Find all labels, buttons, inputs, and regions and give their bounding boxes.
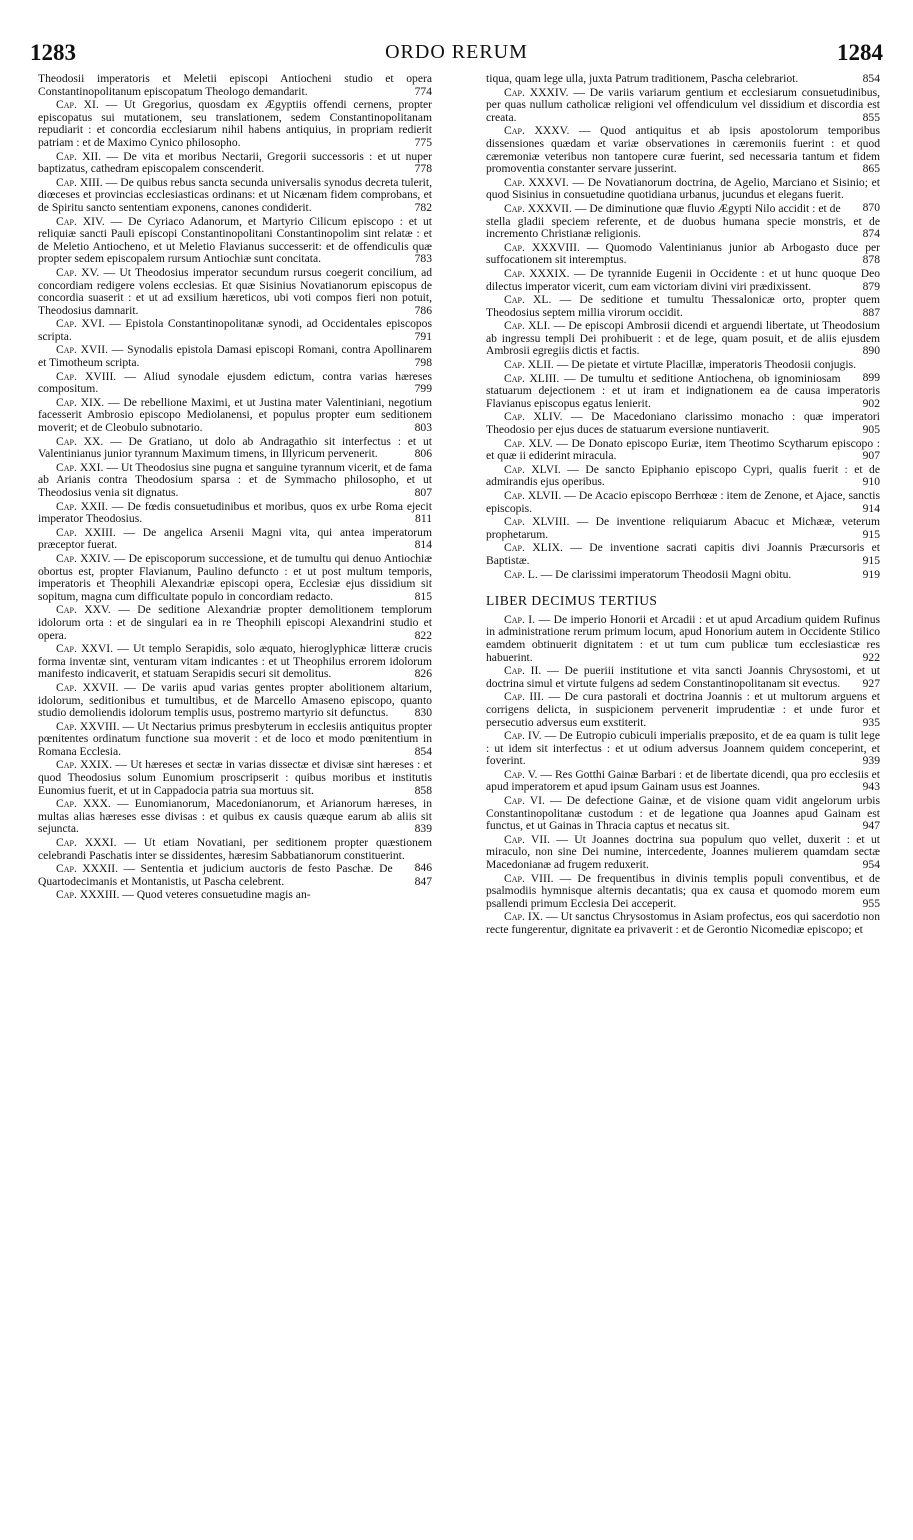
chapter-entry [486, 411, 880, 436]
chapter-label: Cap. XII. [56, 149, 102, 163]
right-column [486, 73, 880, 938]
chapter-page-number: 799 [414, 382, 432, 396]
chapter-text: — De Acacio episcopo Berrhœæ : item de Zenone, et Ajace, sanctis episcopis. [486, 489, 880, 515]
chapter-label: Cap. XLII. [504, 358, 554, 372]
chapter-text: — De episcoporum successione, et de tumultu qui denuo Antiochiæ obortus est, propter Flavianum, Paulino defuncto : et ut post multum temporis, imperatoris et Theophili Alexandriæ episcopi opera, Ecclesiæ ejus dissidium sit sopitum, magna cum difficultate populo in concordiam redacto. [38, 551, 432, 603]
chapter-text: — De inventione sacrati capitis divi Joannis Præcursoris et Baptistæ. [486, 541, 881, 567]
chapter-entry [38, 553, 432, 603]
chapter-text: Theodosii imperatoris et Meletii episcopi Antiocheni studio et opera Constantinopolitanum episcopatum Theologo demandarit. [38, 72, 432, 98]
chapter-page-number: 902 [862, 396, 880, 410]
chapter-text: — De Macedoniano clarissimo monacho : quæ imperatori Theodosio per ejus duces de statuarum eversione nuntiaverit. [486, 410, 880, 437]
chapter-label: Cap. XX. [56, 434, 104, 448]
chapter-text: — De fœdis consuetudinibus et moribus, quos ex urbe Roma ejecit imperator Theodosius. [38, 499, 432, 526]
chapter-label: Cap. XXIV. [56, 551, 111, 565]
chapter-page-number: 865 [862, 162, 880, 176]
chapter-text: — Ut hæreses et sectæ in varias dissectæ et divisæ sint hæreses : et quod Theodosius solum Eunomium proscripserit : quibus moribus et institutis Eunomius fuerit, et ut in Cappadocia patria sua mortuus sit. [38, 758, 432, 797]
left-column [38, 73, 432, 903]
chapter-text: — Quomodo Valentinianus junior ab Arbogasto duce per suffocationem sit interemptus. [486, 240, 880, 267]
chapter-text: — Quod veteres consuetudine magis an- [122, 888, 311, 902]
chapter-label: Cap. XVIII. [56, 369, 117, 383]
chapter-page-number: 811 [415, 512, 432, 526]
chapter-label: Cap. XXXVII. [504, 201, 572, 215]
chapter-label: Cap. XXIII. [56, 525, 116, 539]
chapter-text: — Ut templo Serapidis, solo æquato, hieroglyphicæ litteræ crucis forma inventæ sint, venturam vitam indicantes : et ut Theophilus errorem idolorum manifesto indicaverit, et statuam Serapidis securi sit demolitus. [38, 642, 432, 681]
chapter-label: Cap. XXXVIII. [504, 240, 580, 254]
chapter-text: — De rebellione Maximi, et ut Justina mater Valentiniani, negotium facesserit Ambrosio episcopo Mediolanensi, et populus propter eum seditionem moverit; et de Cleobulo subnotario. [38, 395, 432, 435]
chapter-label: Cap. XLV. [504, 436, 553, 450]
chapter-entry [38, 682, 432, 720]
chapter-text: — Ut Theodosius imperator secundum rursus coegerit concilium, ad concordiam redigere volens ecclesias. Et quæ Sisinius Novatianorum episcopus de concordia suaserit : et ut ad exsilium hæreticos, ubi voti compos fieri non potuit, Theodosius damnarit. [38, 265, 433, 317]
chapter-label: Cap. XXXI. [56, 836, 117, 850]
chapter-page-number: 839 [414, 822, 432, 836]
chapter-label: Cap. XXIX. [56, 758, 113, 772]
chapter-text: — De Cyriaco Adanorum, et Martyrio Cilicum episcopo : et ut reliquiæ sancti Pauli episcopi Constantinopolitani Constantinopolim sint relatæ : et de Meletio Antiocheno, et ut Meletio Flavianus successerit: et de offendiculis quæ propter sedem episcopalem rursum Antiochiæ sunt concitata. [38, 214, 433, 266]
chapter-page-number: 943 [862, 780, 880, 794]
chapter-label: Cap. VIII. [504, 871, 554, 885]
chapter-label: Cap. XXXVI. [504, 175, 569, 189]
chapter-label: Cap. VII. [504, 832, 550, 846]
chapter-entry [486, 73, 880, 86]
chapter-label: Cap. XI. [56, 98, 99, 112]
chapter-page-number: 782 [414, 200, 432, 214]
chapter-page-number: 927 [862, 676, 880, 690]
right-column-entries [486, 73, 880, 581]
chapter-entry [38, 267, 432, 317]
chapter-entry [486, 730, 880, 768]
chapter-page-number: 907 [862, 449, 880, 463]
chapter-label: Cap. XLVI. [504, 462, 561, 476]
chapter-page-number: 786 [414, 303, 432, 317]
chapter-label: Cap. XXVIII. [56, 719, 120, 733]
chapter-page-number: 846 [414, 861, 432, 875]
chapter-text: — De episcopi Ambrosii dicendi et arguendi libertate, ut Theodosium ab ingressu templi Dei prohibuerit : et de lege, quam posuit, et de aliis ejusdem Ambrosii egregiis dictis et factis. [486, 319, 880, 358]
chapter-page-number: 826 [414, 667, 432, 681]
right-column-book-entries [486, 614, 880, 937]
chapter-label: Cap. XL. [504, 293, 552, 307]
chapter-entry [38, 397, 432, 435]
chapter-text: — De imperio Honorii et Arcadii : et ut apud Arcadium quidem Rufinus in administratione rerum primum locum, apud Honorium autem in Occidente Stilico eamdem obtinuerit dignitatem : et ut tum cum publicæ tum ecclesiasticæ res habuerint. [486, 612, 880, 664]
chapter-label: Cap. XXVII. [56, 680, 119, 694]
chapter-entry [38, 721, 432, 759]
chapter-entry [486, 665, 880, 690]
chapter-page-number: 822 [414, 628, 432, 642]
chapter-label: Cap. XXI. [56, 460, 104, 474]
chapter-label: Cap. XIV. [56, 214, 105, 228]
chapter-text: — De quibus rebus sancta secunda universalis synodus decreta tulerit, diœceses et provincias ecclesiasticas ordinans: et ut Nicænam fidem comprobans, et de Spiritu sancto sententiam exponens, canones condiderit. [38, 175, 432, 214]
chapter-entry [486, 769, 880, 794]
chapter-page-number: 870 [862, 200, 880, 214]
chapter-page-number: 847 [414, 874, 432, 888]
chapter-entry [486, 542, 880, 567]
chapter-text: — Ut Gregorius, quosdam ex Ægyptiis offendi cernens, propter episcopatus sui mutationem, seu translationem, sedem Constantinopolitanam repudiarit : et concordia ecclesiarum nihil habens antiquius, in propriam redierit patriam : et de Maximo Cynico philosopho. [38, 98, 432, 149]
chapter-page-number: 778 [414, 162, 432, 176]
book-title: LIBER DECIMUS TERTIUS [486, 593, 658, 609]
chapter-label: Cap. XLIV. [504, 410, 563, 424]
chapter-entry [486, 911, 880, 936]
chapter-entry [486, 125, 880, 175]
chapter-text: — De cura pastorali et doctrina Joannis : et ut multorum arguens et corrigens delicta, in suspicionem pervenerit imprudentiæ : et unde furor et persecutio adversus eum exstiterit. [486, 690, 880, 729]
chapter-label: Cap. XXXII. [56, 862, 119, 876]
chapter-page-number: 774 [414, 84, 432, 98]
chapter-page-number: 806 [414, 447, 432, 461]
chapter-text: — Res Gotthi Gainæ Barbari : et de libertate dicendi, qua pro ecclesiis et apud imperatorem et apud ipsum Gainam usus est Joannes. [486, 767, 881, 794]
chapter-page-number: 798 [414, 356, 432, 370]
chapter-entry [486, 691, 880, 729]
chapter-text: — De tyrannide Eugenii in Occidente : et ut hunc quoque Deo dilectus imperator vicerit, cum eam victoriam divini viri prædixissent. [486, 266, 881, 293]
chapter-label: Cap. IX. [504, 910, 544, 924]
page-header [30, 40, 883, 66]
chapter-text: — Aliud synodale ejusdem edictum, contra varias hæreses compositum. [38, 369, 432, 396]
chapter-label: Cap. XVII. [56, 343, 108, 357]
chapter-text: — De diminutione quæ fluvio Ægypti Nilo accidit : et de stella gladii speciem referente, et de duobus humana specie monstris, et de incremento Christianæ religionis. [486, 201, 880, 241]
page-number-left: 1283 [30, 40, 76, 65]
chapter-label: Cap. L. [504, 567, 538, 581]
chapter-label: Cap. I. [504, 612, 536, 626]
chapter-entry [486, 464, 880, 489]
chapter-label: Cap. IV. [504, 729, 542, 743]
chapter-entry [38, 436, 432, 461]
chapter-page-number: 939 [862, 754, 880, 768]
chapter-text: — Ut Joannes doctrina sua populum quo vellet, duxerit : et ut miraculo, non sine Dei numine, intercedente, Joannes mulierem quamdam sectæ Macedonianæ ad frugem reduxerit. [486, 832, 881, 872]
chapter-entry [486, 268, 880, 293]
chapter-page-number: 890 [862, 344, 880, 358]
chapter-text: — De pietate et virtute Placillæ, imperatoris Theodosii conjugis. [556, 358, 856, 372]
chapter-page-number: 899 [862, 370, 880, 384]
chapter-entry [38, 863, 432, 888]
chapter-label: Cap. XLVII. [504, 489, 562, 502]
chapter-label: Cap. III. [504, 690, 544, 704]
chapter-label: Cap. XV. [56, 265, 100, 279]
chapter-text: — Epistola Constantinopolitanæ synodi, ad Occidentales episcopos scripta. [38, 317, 432, 343]
chapter-entry [38, 889, 432, 902]
chapter-label: Cap. II. [504, 664, 542, 678]
page-number-right: 1284 [837, 40, 883, 65]
chapter-label: Cap. XXVI. [56, 642, 113, 656]
chapter-page-number: 954 [862, 858, 880, 872]
chapter-entry [38, 462, 432, 500]
chapter-label: Cap. XLVIII. [504, 515, 570, 529]
chapter-label: Cap. XXXIV. [504, 85, 569, 99]
chapter-page-number: 791 [414, 329, 432, 343]
chapter-page-number: 783 [414, 252, 432, 266]
chapter-text: — Eunomianorum, Macedonianorum, et Arianorum hæreses, in multas alias hæreses esse divisas : et quibus ex causis quæque earum ab aliis sit sejuncta. [38, 797, 432, 836]
chapter-text: tiqua, quam lege ulla, juxta Patrum traditionem, Pascha celebrariot. [486, 72, 799, 85]
chapter-entry [38, 344, 432, 369]
chapter-entry [486, 294, 880, 319]
chapter-page-number: 855 [862, 110, 880, 124]
chapter-label: Cap. XIX. [56, 395, 105, 409]
chapter-entry [486, 320, 880, 358]
chapter-label: Cap. XXX. [56, 797, 111, 811]
chapter-text: — De vita et moribus Nectarii, Gregorii successoris : et ut nuper baptizatus, cathedram episcopalem conscenderit. [38, 149, 432, 176]
chapter-entry [486, 873, 880, 911]
chapter-entry [38, 643, 432, 681]
chapter-entry [486, 87, 880, 125]
chapter-entry [486, 569, 880, 582]
chapter-entry [38, 371, 432, 396]
chapter-entry [38, 73, 432, 98]
chapter-text: — Quod antiquitus et ab ipsis apostolorum temporibus dissensiones quædam et variæ observationes in cæremoniis fuerint : et quod cæremoniæ veteribus non tantopere curæ fuerint, sed necessaria tantum et fidem promoventia constanter servare jusserint. [486, 124, 880, 176]
chapter-page-number: 858 [414, 783, 432, 797]
chapter-text: — De angelica Arsenii Magni vita, qui antea imperatorum præceptor fuerat. [38, 525, 432, 552]
chapter-text: — De Novatianorum doctrina, de Agelio, Marciano et Sisinio; et quod Sisinius in consuetudine quotidiana urbanus, jucundus et elegans fuerit. [486, 175, 880, 202]
chapter-text: — Ut Theodosius sine pugna et sanguine tyrannum vicerit, et de fama ab Arianis contra Theodosium sparsa : et de Symmacho philosopho, et ut Theodosius venia sit dignatus. [38, 460, 432, 499]
chapter-page-number: 910 [862, 475, 880, 489]
chapter-page-number: 947 [862, 819, 880, 833]
chapter-page-number: 878 [862, 253, 880, 267]
chapter-text: — De sancto Epiphanio episcopo Cypri, qualis fuerit : et de admirandis ejus operibus. [486, 462, 880, 489]
chapter-entry [38, 527, 432, 552]
chapter-page-number: 955 [862, 896, 880, 910]
chapter-text: — De pueriii institutione et vita sancti Joannis Chrysostomi, et ut doctrina simul et virtute fulgens ad sedem Constantinopolitanam sit evectus. [486, 664, 880, 690]
chapter-text: — De variis apud varias gentes propter abolitionem altarium, idolorum, seditionibus et tumultibus, et de Marcello Amaseno episcopo, quanto studio demoliendis idolorum templis usus, postremo martyrio sit defunctus. [38, 680, 432, 720]
chapter-entry [486, 242, 880, 267]
chapter-entry [38, 501, 432, 526]
chapter-label: Cap. VI. [504, 794, 545, 808]
running-title: ORDO RERUM [385, 41, 528, 63]
chapter-page-number: 905 [862, 423, 880, 437]
chapter-label: Cap. XXXIII. [56, 888, 120, 902]
chapter-text: — De seditione et tumultu Thessalonicæ orto, propter quem Theodosius septem millia virorum occidit. [486, 293, 881, 319]
chapter-text: — De clarissimi imperatorum Theodosii Magni obitu. [540, 567, 792, 581]
chapter-entry [486, 438, 880, 463]
chapter-label: Cap. XLI. [504, 319, 551, 333]
chapter-text: — De Donato episcopo Euriæ, item Theotimo Scytharum episcopo : et quæ ii ediderint miracula. [486, 436, 880, 463]
chapter-label: Cap. V. [504, 767, 538, 781]
chapter-page-number: 814 [414, 538, 432, 552]
chapter-text: — Sententia et judicium auctoris de festo Paschæ. De Quartodecimanis et Montanistis, ut Pascha celebrent. [38, 862, 393, 888]
chapter-page-number: 775 [414, 135, 432, 149]
chapter-text: — Ut sanctus Chrysostomus in Asiam profectus, eos qui sacerdotio non recte fungerentur, dignitate ea privaverit : et de Gerontio Nicomediæ episcopo; et [486, 910, 881, 936]
chapter-page-number: 919 [862, 567, 880, 581]
chapter-page-number: 815 [414, 589, 432, 603]
chapter-label: Cap. XXV. [56, 603, 111, 617]
chapter-page-number: 854 [414, 744, 432, 758]
chapter-page-number: 807 [414, 486, 432, 499]
chapter-page-number: 854 [862, 72, 880, 85]
chapter-entry [486, 490, 880, 515]
chapter-label: Cap. XXXIX. [504, 266, 570, 280]
chapter-text: — De Gratiano, ut dolo ab Andragathio sit interfectus : et ut Valentinianus junior tyrannum Maximum timens, in Illyricum pervenerit. [38, 434, 432, 461]
chapter-page-number: 887 [862, 305, 880, 319]
chapter-entry [486, 516, 880, 541]
chapter-text: — De inventione reliquiarum Abacuc et Michææ, veterum prophetarum. [486, 515, 880, 541]
chapter-page-number: 874 [862, 227, 880, 241]
chapter-entry [486, 370, 880, 411]
chapter-entry [38, 318, 432, 343]
chapter-entry [38, 151, 432, 176]
chapter-text: — De variis variarum gentium et ecclesiarum consuetudinibus, per quas nullum catholicæ religioni vel offendiculum vel dissidium et discordia est creata. [486, 85, 880, 124]
chapter-entry [38, 798, 432, 836]
chapter-page-number: 830 [414, 706, 432, 720]
chapter-entry [38, 604, 432, 642]
chapter-label: Cap. XXII. [56, 499, 109, 513]
chapter-page-number: 914 [862, 501, 880, 515]
chapter-page-number: 915 [862, 527, 880, 541]
chapter-label: Cap. XXXV. [504, 124, 570, 138]
chapter-label: Cap. XLIX. [504, 541, 563, 555]
chapter-text: — De tumultu et seditione Antiochena, ob ignominiosam statuarum dejectionem : et ut iram et indignationem ea de causa imperatoris Flavianus episcopus egatus lenierit. [486, 371, 880, 410]
chapter-entry [38, 177, 432, 215]
chapter-entry [486, 834, 880, 872]
chapter-page-number: 915 [862, 553, 880, 567]
chapter-page-number: 879 [862, 279, 880, 293]
chapter-entry [486, 795, 880, 833]
chapter-text: — Ut Nectarius primus presbyterum in ecclesiis antiquitus propter pœnitentes ordinatum functione sua moverit : et de loco et modo pœnitentium in Romana Ecclesia. [38, 719, 432, 758]
chapter-entry [38, 759, 432, 797]
chapter-entry [486, 614, 880, 664]
chapter-text: — De defectione Gainæ, et de visione quam vidit angelorum urbis Constantinopolitanæ custodum : et de legatione qua Joannes apud Gainam est functus, et ut Gainas in Thracia captus et necatus sit. [486, 794, 880, 833]
chapter-label: Cap. XLIII. [504, 371, 560, 385]
chapter-entry [38, 99, 432, 149]
chapter-text: — De seditione Alexandriæ propter demolitionem templorum idolorum orta : et de singulari ea in re Theophili episcopi Alexandrini studio et opera. [38, 603, 432, 642]
chapter-text: — Synodalis epistola Damasi episcopi Romani, contra Apollinarem et Timotheum scripta. [38, 343, 433, 370]
chapter-page-number: 922 [862, 650, 880, 664]
chapter-text: — De frequentibus in divinis templis populi conventibus, et de psalmodiis hymnisque alternis decantatis; qua ex causa et quomodo morem eum psallendi primum Ecclesia Dei acceperit. [486, 871, 880, 910]
chapter-entry [486, 200, 880, 241]
chapter-entry [38, 216, 432, 266]
chapter-label: Cap. XIII. [56, 175, 103, 189]
chapter-page-number: 803 [414, 421, 432, 435]
chapter-label: Cap. XVI. [56, 317, 105, 331]
chapter-page-number: 935 [862, 715, 880, 729]
chapter-text: — De Eutropio cubiculi imperialis præposito, et de ea quam is tulit lege : ut idem sit interfectus : et ut odium adversus Joannem quidem conceperint, et foverint. [486, 729, 880, 768]
chapter-text: — Ut etiam Novatiani, per seditionem propter quæstionem celebrandi Paschatis inter se dissidentes, hæresim Sabbatianorum constituerint. [38, 836, 433, 862]
